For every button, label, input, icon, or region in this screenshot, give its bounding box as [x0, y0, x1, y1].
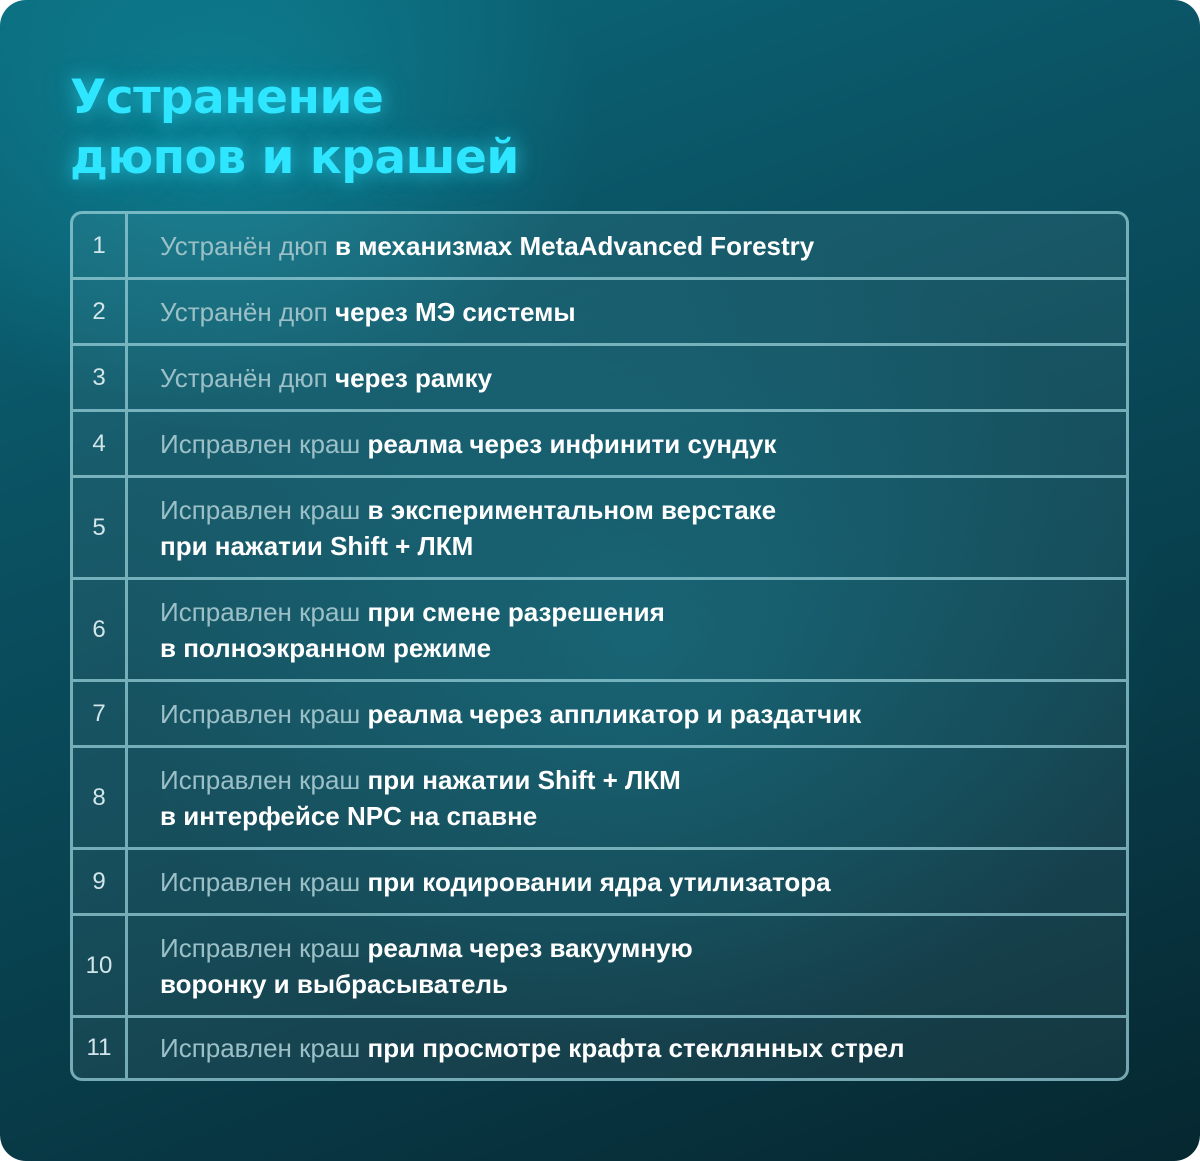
row-lead-text: Исправлен краш [160, 494, 361, 525]
row-detail-text: реалма через инфинити сундук [360, 428, 777, 459]
table-row [73, 679, 1126, 745]
table-row [73, 277, 1126, 343]
row-text [128, 214, 814, 277]
row-lead-text: Исправлен краш [160, 1033, 361, 1063]
row-line-1 [160, 426, 776, 462]
row-text [128, 682, 861, 745]
title-line-2: дюпов и крашей [70, 130, 519, 185]
row-lead-text: Исправлен краш [160, 932, 361, 963]
title-line-1: Устранение [70, 70, 384, 125]
row-number: 10 [73, 916, 128, 1015]
row-line-1 [160, 594, 665, 630]
table-row [73, 475, 1126, 577]
row-line-1 [160, 930, 693, 966]
row-text [128, 580, 665, 679]
row-number: 5 [73, 478, 128, 577]
row-text [128, 1018, 905, 1078]
row-number: 4 [73, 412, 128, 475]
row-line-2: воронку и выбрасыватель [160, 968, 508, 999]
table-row [73, 847, 1126, 913]
row-detail-text: при смене разрешения [360, 596, 665, 627]
row-line-1 [160, 360, 492, 396]
row-number: 8 [73, 748, 128, 847]
row-lead-text: Исправлен краш [160, 866, 361, 897]
table-row [73, 1015, 1126, 1078]
row-lead-text: Устранён дюп [160, 230, 328, 261]
row-number: 6 [73, 580, 128, 679]
row-lead-text: Исправлен краш [160, 698, 361, 729]
row-number: 1 [73, 214, 128, 277]
row-detail-text: в экспериментальном верстаке [360, 494, 777, 525]
row-detail-text: через рамку [327, 362, 493, 393]
fixes-table [70, 211, 1129, 1081]
row-line-1 [160, 492, 776, 528]
row-detail-text: при кодировании ядра утилизатора [360, 866, 831, 897]
row-line-2: в полноэкранном режиме [160, 632, 492, 663]
row-line-2: при нажатии Shift + ЛКМ [160, 530, 474, 561]
row-detail-text: при просмотре крафта стеклянных стрел [360, 1033, 905, 1063]
row-text [128, 850, 831, 913]
row-number: 9 [73, 850, 128, 913]
row-detail-text: через МЭ системы [327, 296, 576, 327]
row-line-1 [160, 696, 861, 732]
row-text [128, 412, 776, 475]
row-text [128, 280, 576, 343]
row-lead-text: Исправлен краш [160, 596, 361, 627]
row-lead-text: Устранён дюп [160, 296, 328, 327]
row-lead-text: Исправлен краш [160, 764, 361, 795]
row-line-1 [160, 864, 831, 900]
table-row [73, 343, 1126, 409]
table-row [73, 577, 1126, 679]
table-row [73, 913, 1126, 1015]
row-text [128, 478, 776, 577]
row-detail-text: реалма через аппликатор и раздатчик [360, 698, 862, 729]
row-lead-text: Исправлен краш [160, 428, 361, 459]
row-number: 11 [73, 1018, 128, 1078]
row-text [128, 748, 681, 847]
page-title [70, 68, 519, 188]
row-detail-text: в механизмах MetaAdvanced Forestry [327, 230, 815, 261]
row-text [128, 916, 693, 1015]
row-line-2: в интерфейсе NPC на спавне [160, 800, 538, 831]
row-number: 7 [73, 682, 128, 745]
row-line-1 [160, 294, 576, 330]
row-number: 2 [73, 280, 128, 343]
row-line-1 [160, 762, 681, 798]
table-row [73, 745, 1126, 847]
row-lead-text: Устранён дюп [160, 362, 328, 393]
row-detail-text: при нажатии Shift + ЛКМ [360, 764, 681, 795]
row-text [128, 346, 492, 409]
row-number: 3 [73, 346, 128, 409]
row-detail-text: реалма через вакуумную [360, 932, 693, 963]
row-line-1 [160, 228, 814, 264]
table-row [73, 409, 1126, 475]
table-row [73, 214, 1126, 277]
row-line-1 [160, 1030, 905, 1066]
